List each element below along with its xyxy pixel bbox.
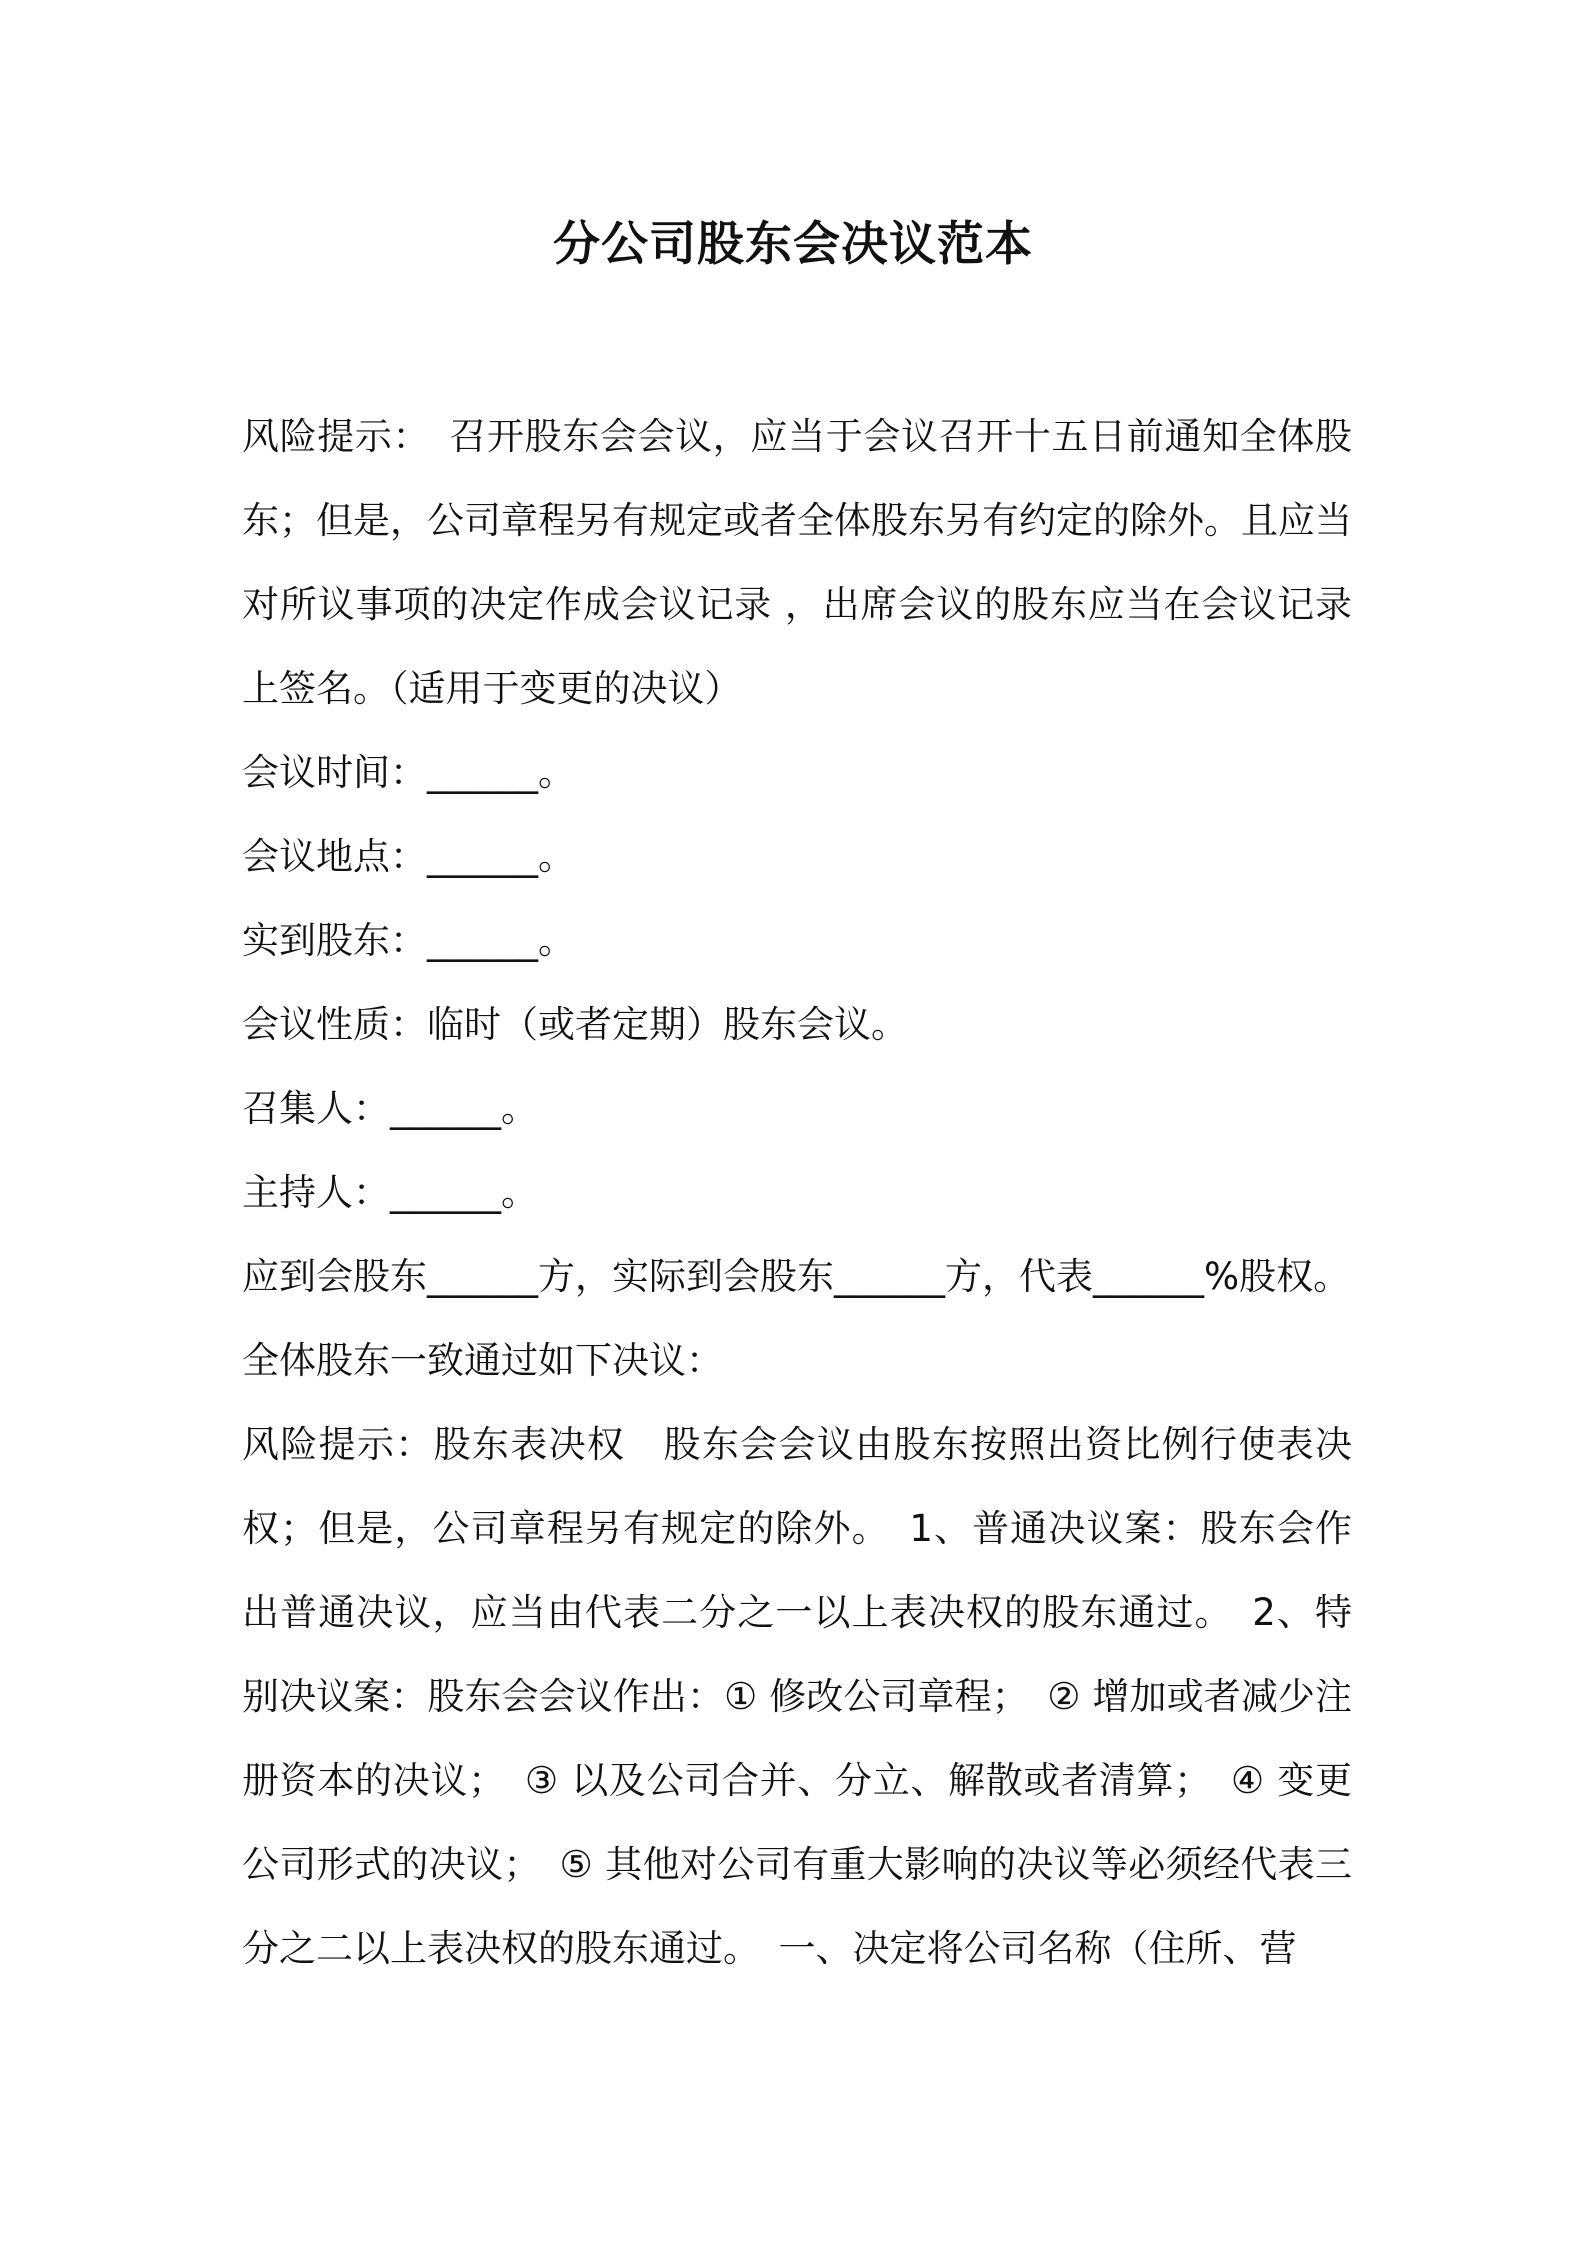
risk-notice-paragraph: 风险提示： 召开股东会会议，应当于会议召开十五日前通知全体股东；但是，公司章程另有规定或者全体股东另有约定的除外。且应当对所议事项的决定作成会议记录 ，出席会议的股东应当在会议记录上签名。（适用于变更的决议） bbox=[242, 415, 1352, 710]
host-line: 主持人：______。 bbox=[242, 1171, 538, 1214]
document-body bbox=[242, 395, 1352, 1991]
document-title: 分公司股东会决议范本 bbox=[553, 217, 1033, 272]
resolution-intro-line: 全体股东一致通过如下决议： bbox=[242, 1339, 723, 1382]
attendance-summary-line: 应到会股东______方，实际到会股东______方，代表______%股权。 bbox=[242, 1255, 1351, 1298]
attending-shareholders-line: 实到股东：______。 bbox=[242, 919, 575, 962]
convener-line: 召集人：______。 bbox=[242, 1087, 538, 1130]
meeting-location-line: 会议地点：______。 bbox=[242, 835, 575, 878]
meeting-nature-line: 会议性质：临时（或者定期）股东会议。 bbox=[242, 1003, 908, 1046]
voting-rights-paragraph: 风险提示：股东表决权 股东会会议由股东按照出资比例行使表决权；但是，公司章程另有规定的除外。 1、普通决议案：股东会作出普通决议，应当由代表二分之一以上表决权的股东通过。 2、特别决议案：股东会会议作出：① 修改公司章程； ② 增加或者减少注册资本的决议； ③ 以及公司合并、分立、解散或者清算； ④ 变更公司形式的决议； ⑤ 其他对公司有重大影响的决议等必须经代表三分之二以上表决权的股东通过。 一、决定将公司名称（住所、营 bbox=[242, 1423, 1352, 1970]
meeting-time-line: 会议时间：______。 bbox=[242, 751, 575, 794]
